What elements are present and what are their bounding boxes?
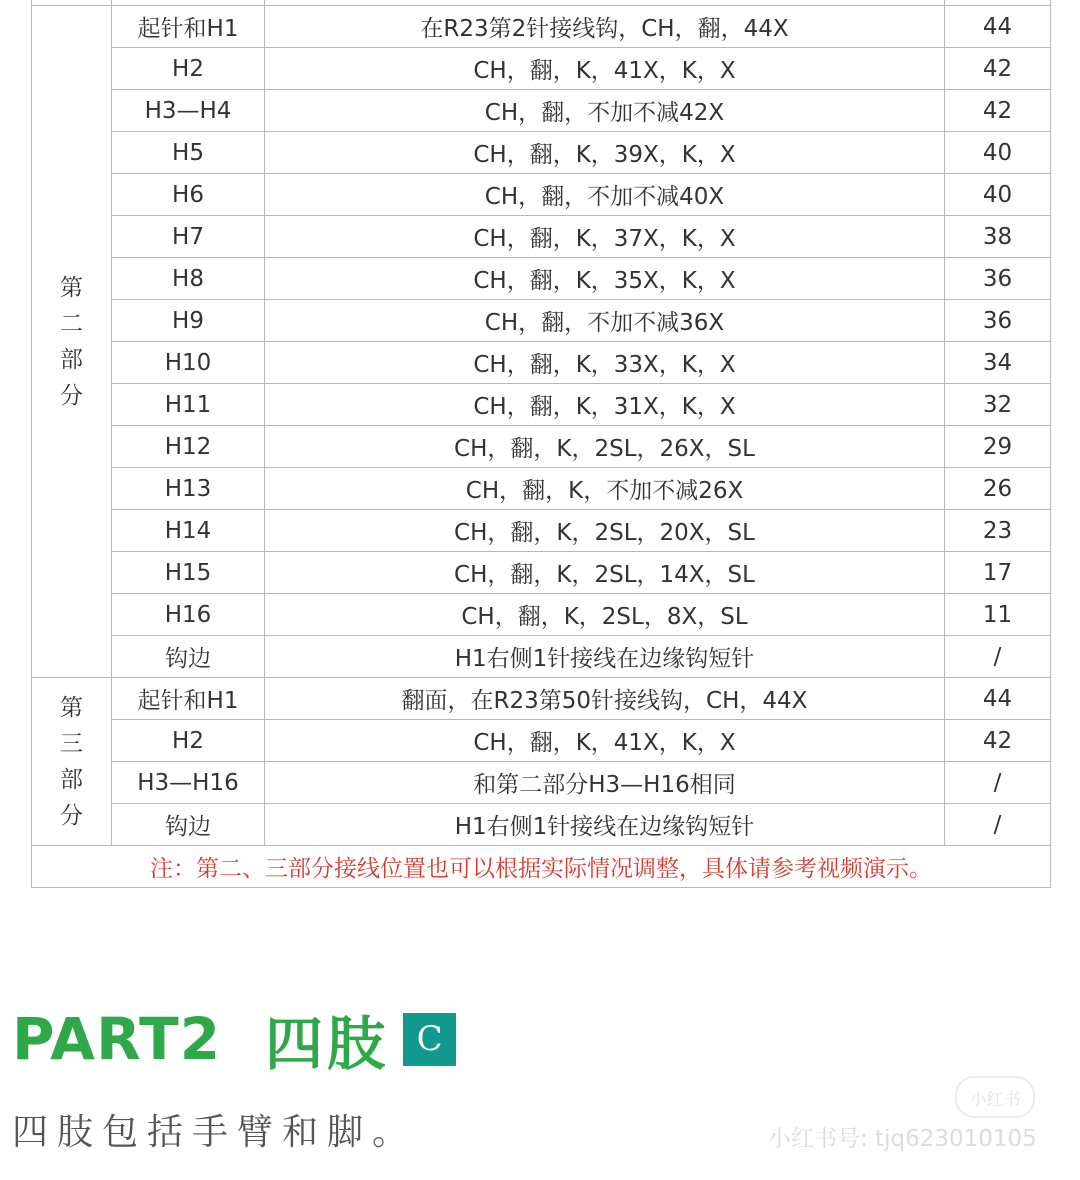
instruction: CH，翻，K，2SL，8X，SL <box>265 594 945 636</box>
stitch-count: 32 <box>945 384 1051 426</box>
table-row <box>32 594 1051 636</box>
watermark-logo: 小红书 <box>955 1076 1035 1118</box>
stitch-count: 44 <box>945 6 1051 48</box>
stitch-count: 42 <box>945 48 1051 90</box>
table-row <box>32 510 1051 552</box>
part2-label-cell <box>32 6 112 678</box>
stitch-count: / <box>945 762 1051 804</box>
instruction: CH，翻，K，35X，K，X <box>265 258 945 300</box>
stitch-count: 44 <box>945 678 1051 720</box>
table-row <box>32 678 1051 720</box>
stitch-count: 36 <box>945 258 1051 300</box>
table-row <box>32 6 1051 48</box>
row-label: H6 <box>112 174 265 216</box>
instruction: H1右侧1针接线在边缘钩短针 <box>265 804 945 846</box>
stitch-count: 40 <box>945 132 1051 174</box>
row-label: H12 <box>112 426 265 468</box>
table-row <box>32 468 1051 510</box>
table-row <box>32 762 1051 804</box>
row-label: H15 <box>112 552 265 594</box>
row-label: H2 <box>112 720 265 762</box>
section-badge: C <box>403 1013 456 1066</box>
row-label: H7 <box>112 216 265 258</box>
table-row <box>32 132 1051 174</box>
instruction: CH，翻，K，2SL，26X，SL <box>265 426 945 468</box>
stitch-count: 11 <box>945 594 1051 636</box>
stitch-count: 29 <box>945 426 1051 468</box>
table-note: 注：第二、三部分接线位置也可以根据实际情况调整，具体请参考视频演示。 <box>32 846 1051 888</box>
stitch-count: 36 <box>945 300 1051 342</box>
row-label: H9 <box>112 300 265 342</box>
instruction: 翻面，在R23第50针接线钩，CH，44X <box>265 678 945 720</box>
table-row <box>32 636 1051 678</box>
row-label: 钩边 <box>112 636 265 678</box>
table-note-row <box>32 846 1051 888</box>
row-label: 起针和H1 <box>112 6 265 48</box>
part3-label-cell <box>32 678 112 846</box>
row-label: 钩边 <box>112 804 265 846</box>
stitch-count: 40 <box>945 174 1051 216</box>
instruction: 和第二部分H3—H16相同 <box>265 762 945 804</box>
instruction: CH，翻，K，不加不减26X <box>265 468 945 510</box>
row-label: H8 <box>112 258 265 300</box>
row-label: H16 <box>112 594 265 636</box>
instruction: CH，翻，K，2SL，20X，SL <box>265 510 945 552</box>
part-name: 四肢 <box>265 1010 390 1078</box>
row-label: H10 <box>112 342 265 384</box>
row-label: H11 <box>112 384 265 426</box>
stitch-count: 17 <box>945 552 1051 594</box>
part-title: PART2 <box>12 1005 222 1073</box>
part3-label-char: 第 <box>60 694 83 721</box>
row-label: H3—H16 <box>112 762 265 804</box>
instruction: 在R23第2针接线钩，CH，翻，44X <box>265 6 945 48</box>
instruction: CH，翻，K，2SL，14X，SL <box>265 552 945 594</box>
part3-label-char: 部 <box>60 766 83 793</box>
instruction: CH，翻，不加不减40X <box>265 174 945 216</box>
pattern-table-container <box>31 0 1050 888</box>
section-heading <box>12 1005 456 1078</box>
table-row <box>32 804 1051 846</box>
instruction: CH，翻，K，41X，K，X <box>265 720 945 762</box>
instruction: CH，翻，K，31X，K，X <box>265 384 945 426</box>
stitch-count: 26 <box>945 468 1051 510</box>
row-label: H14 <box>112 510 265 552</box>
stitch-count: 34 <box>945 342 1051 384</box>
row-label: H5 <box>112 132 265 174</box>
table-row <box>32 258 1051 300</box>
part2-label-char: 分 <box>60 382 83 409</box>
instruction: CH，翻，K，33X，K，X <box>265 342 945 384</box>
row-label: H2 <box>112 48 265 90</box>
stitch-count: / <box>945 804 1051 846</box>
part3-label-char: 分 <box>60 802 83 829</box>
table-row <box>32 342 1051 384</box>
row-label: H13 <box>112 468 265 510</box>
stitch-count: / <box>945 636 1051 678</box>
section-description: 四肢包括手臂和脚。 <box>12 1112 418 1153</box>
row-label: 起针和H1 <box>112 678 265 720</box>
stitch-count: 42 <box>945 90 1051 132</box>
table-row <box>32 48 1051 90</box>
crochet-pattern-table <box>31 0 1051 888</box>
table-row <box>32 552 1051 594</box>
table-row <box>32 384 1051 426</box>
row-label: H3—H4 <box>112 90 265 132</box>
part2-label-char: 部 <box>60 346 83 373</box>
instruction: H1右侧1针接线在边缘钩短针 <box>265 636 945 678</box>
table-row <box>32 174 1051 216</box>
instruction: CH，翻，K，39X，K，X <box>265 132 945 174</box>
stitch-count: 38 <box>945 216 1051 258</box>
table-row <box>32 426 1051 468</box>
instruction: CH，翻，不加不减42X <box>265 90 945 132</box>
table-row <box>32 90 1051 132</box>
stitch-count: 23 <box>945 510 1051 552</box>
part2-label-char: 二 <box>60 310 83 337</box>
watermark-text: 小红书号: tjq623010105 <box>768 1126 1037 1152</box>
table-row <box>32 216 1051 258</box>
instruction: CH，翻，不加不减36X <box>265 300 945 342</box>
part3-label-char: 三 <box>60 730 83 757</box>
stitch-count: 42 <box>945 720 1051 762</box>
instruction: CH，翻，K，41X，K，X <box>265 48 945 90</box>
table-row <box>32 720 1051 762</box>
instruction: CH，翻，K，37X，K，X <box>265 216 945 258</box>
part2-label-char: 第 <box>60 274 83 301</box>
table-row <box>32 300 1051 342</box>
